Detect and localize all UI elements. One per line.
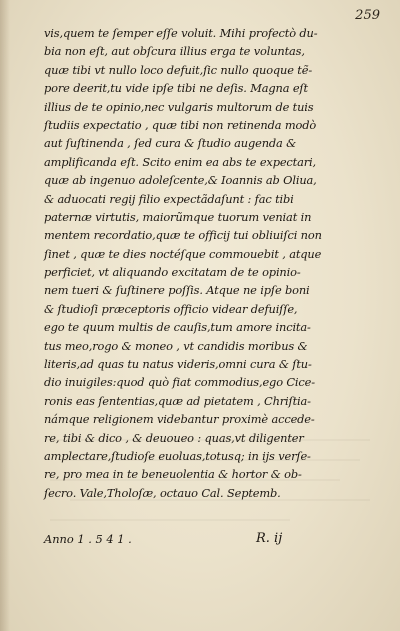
text-line: quæ tibi vt nullo loco defuit,ſic nullo quoque tẽ-	[44, 62, 313, 77]
text-line: ſtudiis expectatio , quæ tibi non retinenda modò	[44, 117, 317, 132]
text-line: aut ſuſtinenda , ſed cura & ſtudio augenda &	[44, 136, 297, 151]
signature-mark: R. ij	[256, 531, 283, 546]
text-line: perficiet, vt aliquando excitatam de te opinio-	[44, 265, 301, 280]
text-line: pore deerit,tu vide ipſe tibi ne deſis. Magna eſt	[44, 81, 308, 96]
text-line: ſinet , quæ te dies noctéſque commouebit , atque	[44, 246, 322, 261]
text-line: bia non eſt, aut obſcura illius erga te voluntas,	[44, 44, 305, 59]
text-line: re, tibi & dico , & deuoueo : quas,vt diligenter	[44, 430, 304, 445]
text-line: dio inuigiles:quod quò fiat commodius,ego Cice-	[44, 375, 315, 390]
page-number: 259	[355, 8, 380, 23]
text-line: quæ ab ingenuo adoleſcente,& Ioannis ab Oliua,	[44, 173, 317, 188]
page-footer	[44, 529, 380, 549]
text-line: & ſtudioſi præceptoris officio videar defuiſſe,	[44, 301, 298, 316]
text-line: illius de te opinio,nec vulgaris multorum de tuis	[44, 99, 314, 114]
text-line: amplificanda eſt. Scito enim ea abs te expectari,	[44, 154, 316, 169]
text-line: námque religionem videbantur proximè accede-	[44, 412, 315, 427]
text-line: ſecro. Vale,Tholoſæ, octauo Cal. Septemb.	[44, 485, 281, 500]
text-line: re, pro mea in te beneuolentia & hortor & ob-	[44, 467, 302, 482]
text-line: nem tueri & ſuſtinere poſſis. Atque ne ipſe boni	[44, 283, 310, 298]
text-line: mentem recordatio,quæ te officij tui obliuiſci non	[44, 228, 322, 243]
text-line: paternæ virtutis, maiorũmque tuorum veniat in	[44, 209, 312, 224]
text-line: ego te quum multis de cauſis,tum amore incita-	[44, 320, 311, 335]
text-line: ronis eas ſententias,quæ ad pietatem , Chriſtia-	[44, 393, 311, 408]
text-line: amplectare,ſtudioſe euoluas,totusq; in ijs verſe-	[44, 448, 311, 463]
year-line: Anno 1 . 5 4 1 .	[44, 532, 132, 546]
body-text	[44, 24, 380, 502]
text-line: & aduocati regij filio expectãdaſunt : fac tibi	[44, 191, 294, 206]
text-line: literis,ad quas tu natus videris,omni cura & ſtu-	[44, 357, 312, 372]
text-line: vis,quem te ſemper eſſe voluit. Mihi profectò du-	[44, 26, 318, 40]
text-line: tus meo,rogo & moneo , vt candidis moribus &	[44, 338, 308, 353]
